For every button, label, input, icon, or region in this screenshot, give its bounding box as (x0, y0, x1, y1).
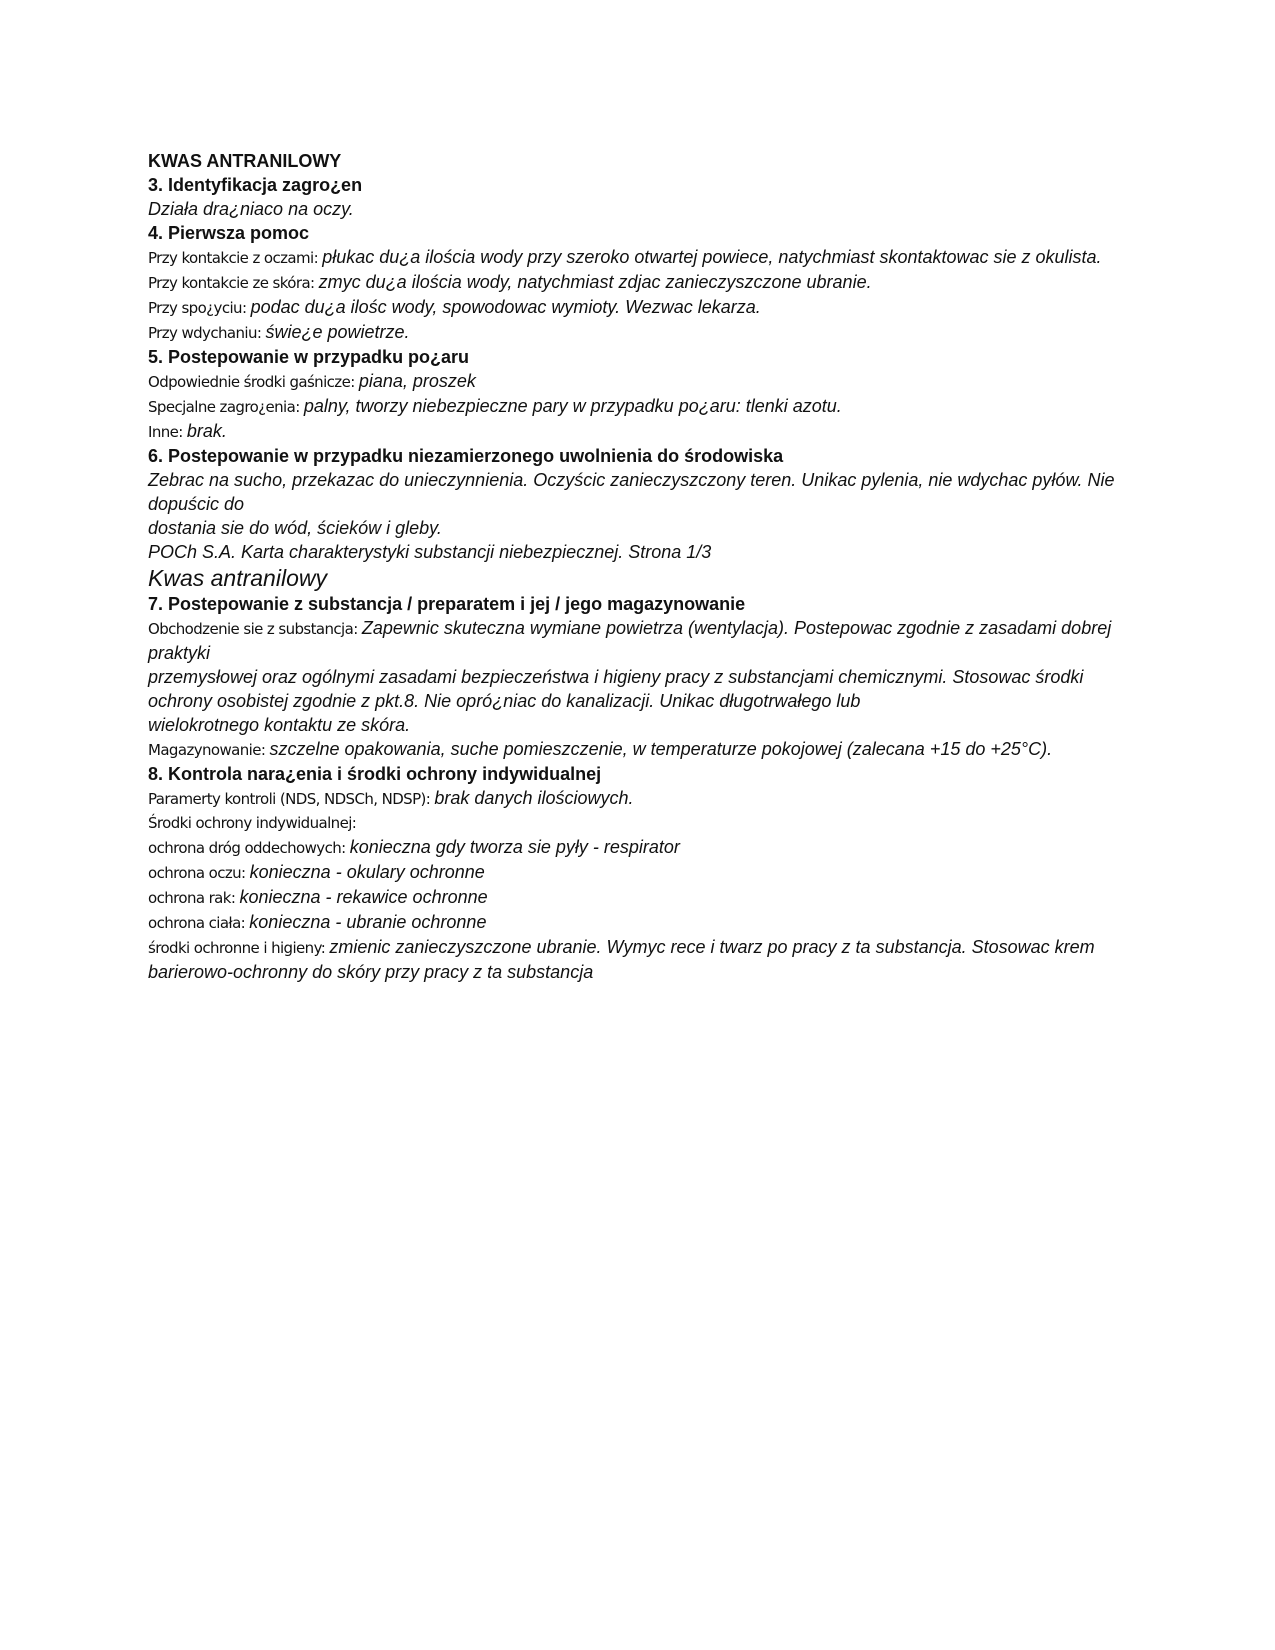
field-row (148, 860, 1128, 885)
field-label: ochrona ciała: (148, 914, 250, 932)
field-label: ochrona oczu: (148, 864, 250, 882)
section-heading: 3. Identyfikacja zagro¿en (148, 175, 363, 195)
field-value: płukac du¿a ilościa wody przy szeroko otwartej powiece, natychmiast skontaktowac sie z okulista. (322, 247, 1102, 267)
field-row (148, 786, 1128, 811)
page-header-title: Kwas antranilowy (148, 565, 327, 591)
field-row (148, 910, 1128, 935)
section-heading: 8. Kontrola nara¿enia i środki ochrony indywidualnej (148, 764, 602, 784)
field-label: Specjalne zagro¿enia: (148, 398, 304, 416)
field-label: Przy kontakcie z oczami: (148, 249, 323, 267)
field-value: zmienic zanieczyszczone ubranie. Wymyc rece i twarz po pracy z ta substancja. Stosowac krem (329, 937, 1095, 957)
field-value: konieczna - ubranie ochronne (249, 912, 487, 932)
field-value: Zapewnic skuteczna wymiane powietrza (wentylacja). Postepowac zgodnie z zasadami dobrej praktyki (148, 618, 1112, 663)
field-label: ochrona rak: (148, 889, 240, 907)
field-row (148, 270, 1128, 295)
field-label: środki ochronne i higieny: (148, 939, 330, 957)
field-value: szczelne opakowania, suche pomieszczenie, w temperaturze pokojowej (zalecana +15 do +25°C). (269, 739, 1053, 759)
field-value: konieczna - okulary ochronne (249, 862, 485, 882)
field-value: konieczna gdy tworza sie pyły - respirator (349, 837, 680, 857)
field-label: Przy kontakcie ze skóra: (148, 274, 319, 292)
field-label: Środki ochrony indywidualnej: (148, 814, 357, 832)
field-label: Paramerty kontroli (NDS, NDSCh, NDSP): (148, 790, 435, 808)
field-row (148, 295, 1128, 320)
body-text: barierowo-ochronny do skóry przy pracy z ta substancja (148, 962, 594, 982)
field-label: Przy spo¿yciu: (148, 299, 251, 317)
field-label: Obchodzenie sie z substancja: (148, 620, 362, 638)
field-value: konieczna - rekawice ochronne (239, 887, 488, 907)
field-label: ochrona dróg oddechowych: (148, 839, 350, 857)
field-value: palny, tworzy niebezpieczne pary w przypadku po¿aru: tlenki azotu. (303, 396, 842, 416)
document-body (148, 149, 1128, 984)
field-label: Przy wdychaniu: (148, 324, 266, 342)
field-row (148, 835, 1128, 860)
field-value: podac du¿a ilośc wody, spowodowac wymioty. Wezwac lekarza. (250, 297, 761, 317)
field-row (148, 737, 1128, 762)
body-text: POCh S.A. Karta charakterystyki substancji niebezpiecznej. Strona 1/3 (148, 542, 712, 562)
field-value: brak danych ilościowych. (434, 788, 634, 808)
field-row (148, 885, 1128, 910)
body-text: Zebrac na sucho, przekazac do unieczynnienia. Oczyścic zanieczyszczony teren. Unikac pylenia, nie wdychac pyłów. Nie dopuścic do (148, 470, 1115, 514)
section-heading: 5. Postepowanie w przypadku po¿aru (148, 347, 470, 367)
section-heading: 6. Postepowanie w przypadku niezamierzonego uwolnienia do środowiska (148, 446, 784, 466)
field-row (148, 369, 1128, 394)
field-row (148, 616, 1128, 665)
field-row (148, 245, 1128, 270)
section-heading: 4. Pierwsza pomoc (148, 223, 310, 243)
section-heading: 7. Postepowanie z substancja / preparatem i jej / jego magazynowanie (148, 594, 746, 614)
field-value: brak. (186, 421, 227, 441)
field-label: Magazynowanie: (148, 741, 270, 759)
field-row (148, 394, 1128, 419)
body-text: dostania sie do wód, ścieków i gleby. (148, 518, 442, 538)
field-row (148, 419, 1128, 444)
body-text: Działa dra¿niaco na oczy. (148, 199, 354, 219)
field-label: Odpowiednie środki gaśnicze: (148, 373, 359, 391)
field-value: zmyc du¿a ilościa wody, natychmiast zdjac zanieczyszczone ubranie. (318, 272, 872, 292)
field-value: piana, proszek (358, 371, 476, 391)
field-row (148, 320, 1128, 345)
field-row (148, 935, 1128, 960)
body-text: przemysłowej oraz ogólnymi zasadami bezpieczeństwa i higieny pracy z substancjami chemicznymi. Stosowac środki ochrony osobistej zgodnie z pkt.8. Nie opró¿niac do kanalizacji. Unikac długotrwałego lub (148, 667, 1084, 711)
document-title: KWAS ANTRANILOWY (148, 151, 342, 171)
field-label: Inne: (148, 423, 187, 441)
document-lines (148, 173, 1128, 984)
field-value: świe¿e powietrze. (265, 322, 410, 342)
body-text: wielokrotnego kontaktu ze skóra. (148, 715, 411, 735)
